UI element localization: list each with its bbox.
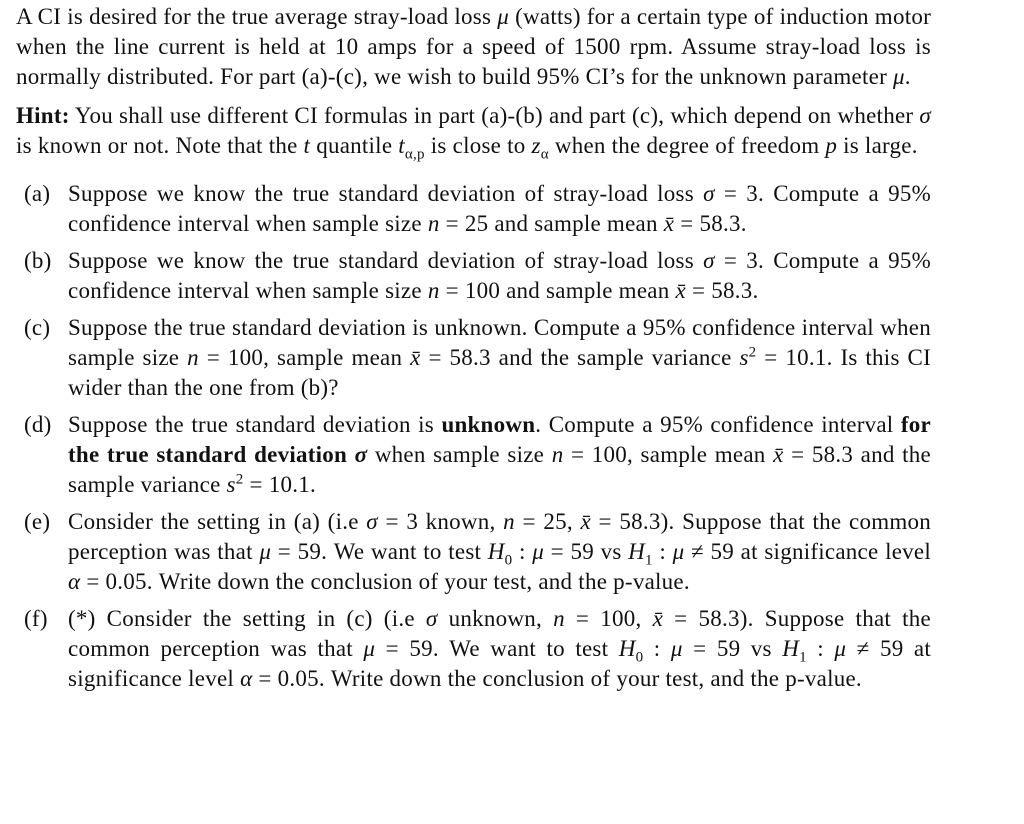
text-run: is close to xyxy=(424,133,532,158)
text-run: ≠ 59 at significance level xyxy=(68,636,932,691)
math-symbol: H xyxy=(487,539,505,564)
text-run: = 3. Compute a 95% confidence interval when sample size xyxy=(68,181,931,236)
text-run: Suppose we know the true standard deviation of stray-load loss xyxy=(68,248,704,273)
math-symbol: n xyxy=(187,345,199,370)
text-run: = 100, sample mean xyxy=(563,442,774,467)
bold-text: unknown xyxy=(441,412,536,437)
text-run: Suppose the true standard deviation is xyxy=(68,412,442,437)
bold-text: Hint: xyxy=(16,103,70,128)
text-run: : xyxy=(512,539,533,564)
text-run: = 25 and sample mean xyxy=(439,211,664,236)
text-run: Consider the setting in (a) (i.e xyxy=(68,509,367,534)
math-symbol: σ xyxy=(919,103,931,128)
math-symbol: μ xyxy=(259,539,272,564)
math-symbol: n xyxy=(553,606,565,631)
math-symbol: σ xyxy=(703,248,715,273)
math-symbol: x̄ xyxy=(580,509,591,534)
math-symbol: α xyxy=(240,666,253,691)
text-run: = 58.3). Suppose that the common perception was that xyxy=(68,606,931,661)
question-label: (f) xyxy=(24,606,48,631)
math-symbol: σ xyxy=(703,181,715,206)
math-symbol: x̄ xyxy=(675,278,686,303)
math-symbol: p xyxy=(825,133,838,158)
question-label: (d) xyxy=(24,412,52,437)
math-symbol: 2 xyxy=(235,471,244,488)
question-label: (a) xyxy=(24,181,51,206)
math-symbol: s xyxy=(226,472,236,497)
text-run: = 58.3. xyxy=(674,211,747,236)
text-run: unknown, xyxy=(437,606,554,631)
math-symbol: n xyxy=(551,442,564,467)
math-symbol: μ xyxy=(363,636,376,661)
text-run: A CI is desired for the true average stray-load loss xyxy=(16,4,498,29)
question-item xyxy=(16,604,931,694)
math-symbol: x̄ xyxy=(652,606,664,631)
math-symbol: μ xyxy=(532,539,545,564)
math-symbol: n xyxy=(503,509,515,534)
math-symbol: H xyxy=(618,636,636,661)
math-symbol: α xyxy=(540,146,549,163)
math-symbol: H xyxy=(782,636,800,661)
math-symbol: σ xyxy=(425,606,438,631)
math-symbol: α,p xyxy=(404,146,425,163)
text-run: is large. xyxy=(837,133,918,158)
text-run: when sample size xyxy=(367,442,552,467)
math-symbol: α xyxy=(68,569,81,594)
math-symbol: 0 xyxy=(504,552,513,569)
text-run: : xyxy=(806,636,835,661)
math-symbol: μ xyxy=(834,636,847,661)
math-symbol: H xyxy=(628,539,646,564)
math-symbol: n xyxy=(427,211,440,236)
problem-document xyxy=(16,2,931,701)
math-symbol: t xyxy=(303,133,311,158)
question-label: (c) xyxy=(24,315,51,340)
text-run: = 0.05. Write down the conclusion of your test, and the p-value. xyxy=(80,569,690,594)
text-run: Suppose the true standard deviation is unknown. Compute a 95% confidence interval when sample size xyxy=(68,315,931,370)
text-run: when the degree of freedom xyxy=(548,133,826,158)
text-run: : xyxy=(643,636,671,661)
text-run: = 3 known, xyxy=(377,509,504,534)
text-run: is known or not. Note that the xyxy=(16,133,304,158)
text-run: (watts) for a certain type of induction motor when the line current is held at 10 amps for a speed of 1500 rpm. Assume stray-load loss is normally distributed. For part (a)-(c), we wish to build 95% CI’s for the unknown parameter xyxy=(16,4,931,89)
math-symbol: σ xyxy=(354,442,368,467)
question-item xyxy=(16,507,931,597)
math-symbol: μ xyxy=(893,64,905,89)
text-run: = 100, sample mean xyxy=(198,345,411,370)
text-run: = 58.3 and the sample variance xyxy=(68,442,931,497)
math-symbol: x̄ xyxy=(663,211,675,236)
math-symbol: x̄ xyxy=(410,345,421,370)
text-run: (*) Consider the setting in (c) (i.e xyxy=(68,606,426,631)
text-run: = 58.3). Suppose that the common perception was that xyxy=(68,509,931,564)
question-item xyxy=(16,313,931,403)
text-run: = 100 and sample mean xyxy=(439,278,676,303)
text-run: ≠ 59 at significance level xyxy=(684,539,932,564)
math-symbol: μ xyxy=(672,539,685,564)
text-run: = 3. Compute a 95% confidence interval when sample size xyxy=(68,248,931,303)
text-run: . Compute a 95% confidence interval xyxy=(535,412,901,437)
text-run: = 10.1. xyxy=(243,472,316,497)
text-run: = 59 vs xyxy=(544,539,629,564)
text-run: = 59. We want to test xyxy=(271,539,488,564)
math-symbol: x̄ xyxy=(773,442,784,467)
math-symbol: t xyxy=(398,133,405,158)
math-symbol: z xyxy=(531,133,541,158)
math-symbol: 0 xyxy=(635,649,644,666)
text-run: = 10.1. Is this CI wider than the one from (b)? xyxy=(68,345,932,400)
text-run: = 59. We want to test xyxy=(375,636,619,661)
text-run: = 58.3 and the sample variance xyxy=(420,345,740,370)
question-label: (b) xyxy=(24,248,52,273)
text-run: = 25, xyxy=(514,509,581,534)
hint-paragraph xyxy=(16,101,931,161)
text-run: = 0.05. Write down the conclusion of your test, and the p-value. xyxy=(252,666,862,691)
question-item xyxy=(16,410,931,500)
question-item xyxy=(16,179,931,239)
math-symbol: 1 xyxy=(645,552,653,569)
text-run: = 100, xyxy=(564,606,653,631)
text-run: : xyxy=(652,539,673,564)
math-symbol: 2 xyxy=(748,344,757,361)
math-symbol: σ xyxy=(366,509,378,534)
math-symbol: n xyxy=(427,278,440,303)
question-label: (e) xyxy=(24,509,51,534)
text-run: . xyxy=(904,64,911,89)
question-list xyxy=(16,179,931,694)
text-run: You shall use different CI formulas in part (a)-(b) and part (c), which depend on whether xyxy=(69,103,920,128)
intro-paragraph xyxy=(16,2,931,92)
text-run: quantile xyxy=(310,133,399,158)
math-symbol: μ xyxy=(497,4,510,29)
bold-text: for the true standard deviation xyxy=(68,412,931,467)
math-symbol: 1 xyxy=(799,649,807,666)
question-item xyxy=(16,246,931,306)
text-run: = 59 vs xyxy=(682,636,783,661)
math-symbol: s xyxy=(739,345,749,370)
text-run: = 58.3. xyxy=(685,278,759,303)
text-run: Suppose we know the true standard deviation of stray-load loss xyxy=(68,181,704,206)
math-symbol: μ xyxy=(670,636,683,661)
